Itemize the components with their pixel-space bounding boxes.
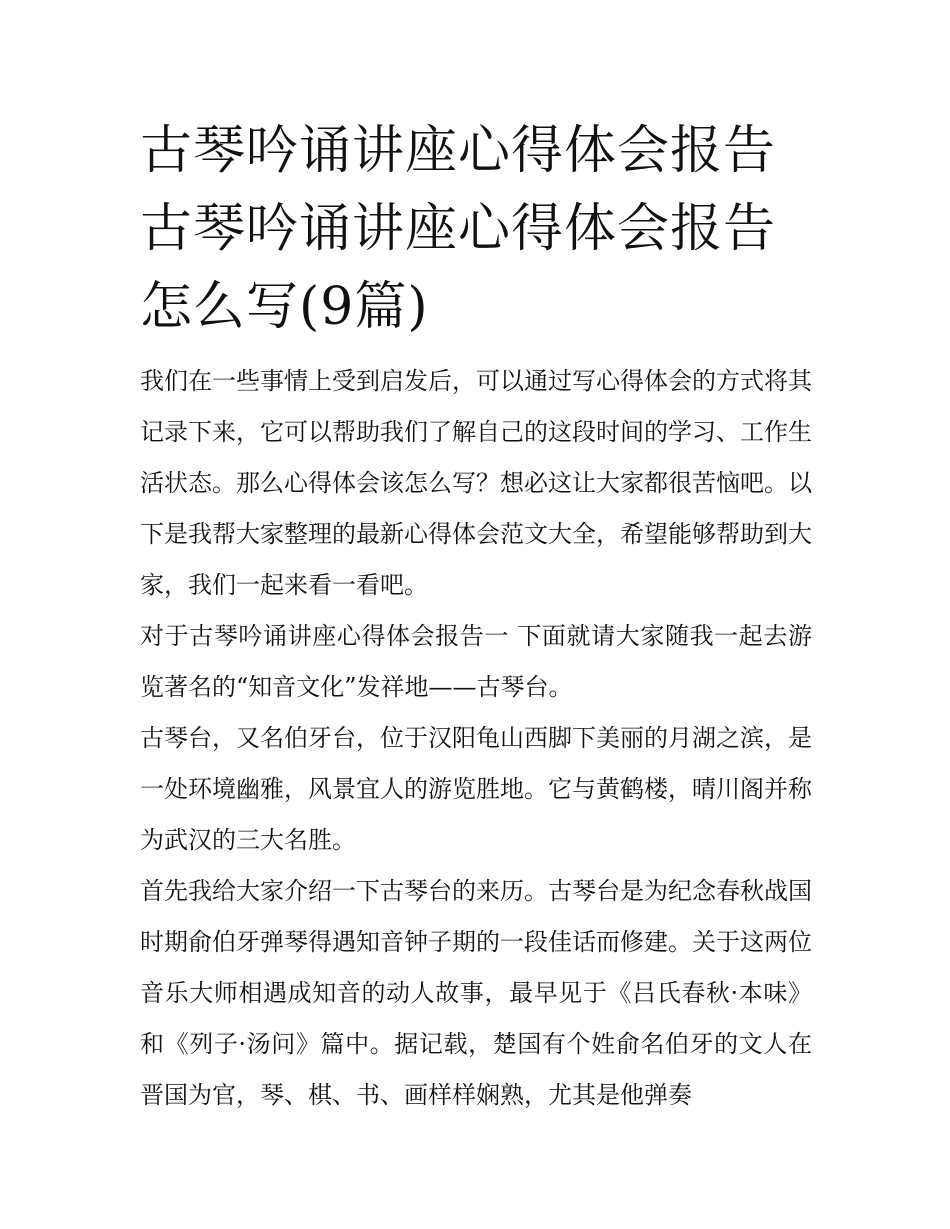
paragraph-guqintai-history: 首先我给大家介绍一下古琴台的来历。古琴台是为纪念春秋战国时期俞伯牙弹琴得遇知音钟子期的一段佳话而修建。关于这两位音乐大师相遇成知音的动人故事，最早见于《吕氏春秋·本味》和《列子·汤问》篇中。据记载，楚国有个姓俞名伯牙的文人在晋国为官，琴、棋、书、画样样娴熟，尤其是他弹奏 <box>140 877 812 1109</box>
paragraph-guqintai-location: 古琴台，又名伯牙台，位于汉阳龟山西脚下美丽的月湖之滨，是一处环境幽雅，风景宜人的游览胜地。它与黄鹤楼，晴川阁并称为武汉的三大名胜。 <box>140 724 812 854</box>
document-title: 古琴吟诵讲座心得体会报告 古琴吟诵讲座心得体会报告怎么写(9篇) <box>140 121 777 337</box>
document-body <box>140 356 812 1121</box>
paragraph-intro: 我们在一些事情上受到启发后，可以通过写心得体会的方式将其记录下来，它可以帮助我们了解自己的这段时间的学习、工作生活状态。那么心得体会该怎么写？想必这让大家都很苦恼吧。以下是我帮大家整理的最新心得体会范文大全，希望能够帮助到大家，我们一起来看一看吧。 <box>140 367 812 599</box>
paragraph-section-one: 对于古琴吟诵讲座心得体会报告一 下面就请大家随我一起去游览著名的“知音文化”发祥地——古琴台。 <box>140 622 812 701</box>
